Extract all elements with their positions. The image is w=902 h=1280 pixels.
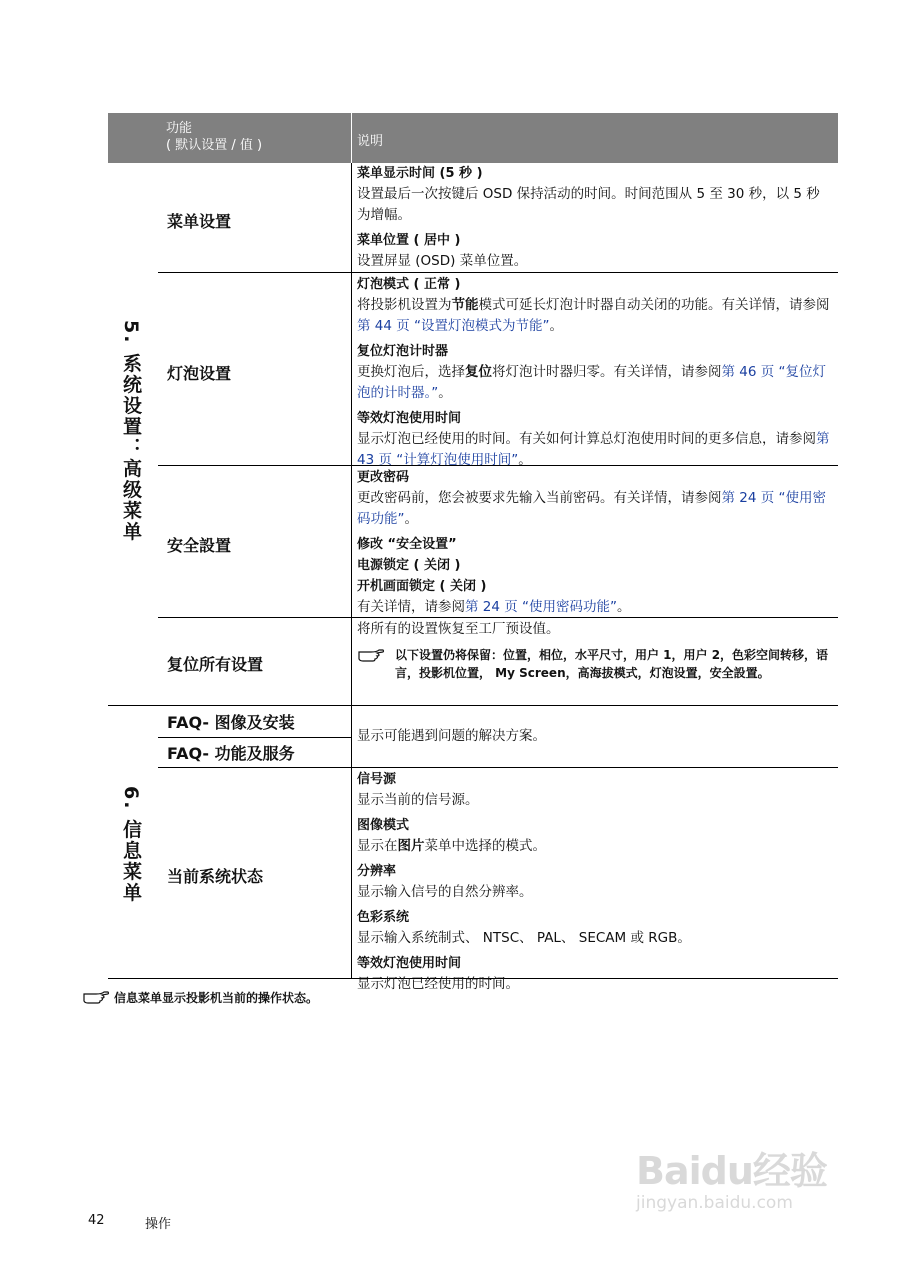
item-title: 等效灯泡使用时间 (357, 956, 462, 971)
page-link[interactable]: 第 24 页 “使用密码功能” (357, 490, 827, 527)
item-text: 显示在图片菜单中选择的模式。 (357, 838, 546, 854)
item-text: 将所有的设置恢复至工厂预设值。 (357, 621, 560, 637)
item-title: 开机画面锁定 ( 关闭 ) (357, 579, 487, 594)
header-function (166, 120, 262, 154)
row-divider (158, 737, 352, 738)
item-text: 更改密码前，您会被要求先输入当前密码。有关详情，请参阅第 24 页 “使用密码功能”。 (357, 490, 827, 527)
desc-system-status (357, 769, 833, 995)
note (357, 646, 833, 682)
item-title: 分辨率 (357, 864, 397, 879)
item-title: 复位灯泡计时器 (357, 344, 449, 359)
item-title: 灯泡模式 ( 正常 ) (357, 277, 461, 292)
page-link[interactable]: 第 24 页 “使用密码功能” (465, 599, 618, 615)
footnote (82, 988, 318, 1006)
header-separator (351, 113, 352, 163)
row-divider (158, 767, 838, 768)
item-text: 更换灯泡后，选择复位将灯泡计时器归零。有关详情，请参阅第 46 页 “复位灯泡的计时器。”。 (357, 364, 827, 401)
row-divider (158, 272, 838, 273)
function-faq-features: FAQ- 功能及服务 (167, 744, 295, 763)
item-title: 菜单位置 ( 居中 ) (357, 233, 461, 248)
page-number: 42 (88, 1213, 105, 1228)
footnote-text: 信息菜单显示投影机当前的操作状态。 (114, 990, 319, 1005)
desc-faq: 显示可能遇到问题的解决方案。 (357, 728, 546, 744)
table-header (108, 113, 838, 163)
item-text: 显示灯泡已经使用的时间。有关如何计算总灯泡使用时间的更多信息，请参阅第 43 页 “计算灯泡使用时间”。 (357, 431, 830, 468)
page-link[interactable]: 第 43 页 “计算灯泡使用时间” (357, 431, 830, 468)
column-divider (351, 163, 352, 978)
item-text: 显示当前的信号源。 (357, 792, 479, 808)
page-link[interactable]: 第 44 页 “设置灯泡模式为节能” (357, 318, 550, 334)
item-text: 有关详情，请参阅第 24 页 “使用密码功能”。 (357, 599, 631, 615)
function-menu-settings: 菜单设置 (167, 212, 232, 231)
item-title: 菜单显示时间 (5 秒 ) (357, 166, 483, 181)
item-title: 色彩系统 (357, 910, 410, 925)
header-function-subtitle: ( 默认设置 / 值 ) (166, 138, 263, 153)
desc-reset-all (357, 619, 833, 682)
function-reset-all: 复位所有设置 (167, 655, 264, 674)
item-text: 显示输入系统制式、 NTSC、 PAL、 SECAM 或 RGB。 (357, 930, 691, 946)
item-title: 更改密码 (357, 470, 410, 485)
watermark-url: jingyan.baidu.com (636, 1193, 793, 1213)
item-title: 电源锁定 ( 关闭 ) (357, 558, 461, 573)
section-divider (108, 705, 838, 706)
function-lamp-settings: 灯泡设置 (167, 364, 232, 383)
desc-menu-settings (357, 163, 833, 272)
item-title: 图像模式 (357, 818, 410, 833)
desc-security-settings (357, 467, 833, 618)
function-security-settings: 安全設置 (167, 536, 232, 555)
pointing-hand-icon (82, 988, 110, 1006)
desc-lamp-settings (357, 274, 833, 471)
item-title: 信号源 (357, 772, 397, 787)
baidu-watermark (636, 1140, 827, 1213)
page-section-title: 操作 (145, 1217, 172, 1232)
item-text: 显示灯泡已经使用的时间。 (357, 976, 519, 992)
header-function-title: 功能 (166, 121, 193, 136)
item-text: 显示输入信号的自然分辨率。 (357, 884, 533, 900)
item-text: 设置最后一次按键后 OSD 保持活动的时间。时间范围从 5 至 30 秒，以 5 秒为增幅。 (357, 186, 820, 223)
watermark-logo: Baidu经验 (636, 1149, 827, 1193)
item-title: 修改 “安全设置” (357, 537, 457, 552)
item-title: 等效灯泡使用时间 (357, 411, 462, 426)
header-description: 说明 (357, 134, 384, 149)
item-text: 设置屏显 (OSD) 菜单位置。 (357, 253, 528, 269)
function-system-status: 当前系统状态 (167, 867, 264, 886)
function-faq-image: FAQ- 图像及安装 (167, 713, 295, 732)
pointing-hand-icon (357, 646, 385, 664)
section-6-label: 6. 信息菜单 (120, 786, 142, 904)
note-text: 以下设置仍将保留：位置，相位，水平尺寸，用户 1，用户 2，色彩空间转移，语言，投影机位置， My Screen，高海拔模式，灯泡设置，安全設置。 (395, 648, 829, 680)
page-link[interactable]: 第 46 页 “复位灯泡的计时器。” (357, 364, 827, 401)
item-text: 将投影机设置为节能模式可延长灯泡计时器自动关闭的功能。有关详情，请参阅第 44 页 “设置灯泡模式为节能”。 (357, 297, 830, 334)
section-5-label: 5. 系统设置：高级菜单 (120, 320, 142, 543)
